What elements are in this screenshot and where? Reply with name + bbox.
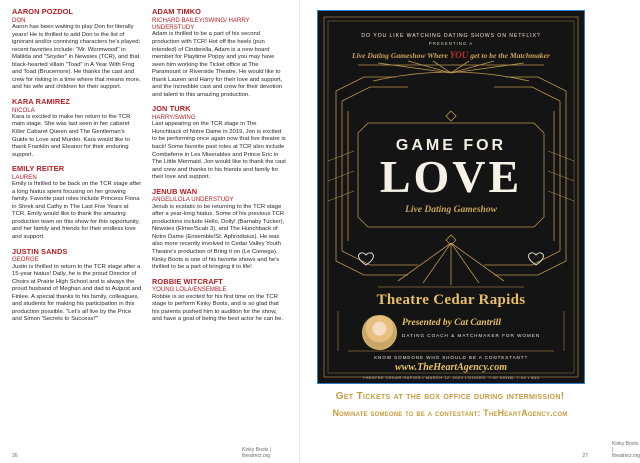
page-number: 26	[12, 453, 18, 459]
running-title: Kinky Boots | theatrecr.org	[612, 441, 640, 459]
poster-title-big: LOVE	[379, 151, 523, 202]
poster-host-title: DATING COACH & MATCHMAKER FOR WOMEN	[402, 333, 541, 338]
bio-entry	[152, 105, 286, 181]
bio-text: Kara is excited to make her return to the TCR main stage. She was last seen in her cabaret Killer Cabaret Queen and The Gentleman's Guide to Love and Murder. Kara would like to thank Franklin and Eleanor for their enduring support.	[12, 113, 131, 158]
poster-presented-by: Presented by Cat Cantrill	[402, 318, 501, 328]
poster-question: DO YOU LIKE WATCHING DATING SHOWS ON NETFLIX?	[361, 33, 541, 39]
bio-text: Robbie is so excited for his first time on the TCR stage to perform Kinky Boots, and is so glad that his parents pushed him to audition for the show, and have a goal of being the best actor he can be.	[152, 293, 284, 323]
bio-role: YOUNG LOLA/ENSEMBLE	[152, 286, 227, 294]
game-for-love-poster	[317, 10, 585, 384]
poster-tagline	[318, 50, 584, 60]
cta-nominate: Nominate someone to be a contestant: TheHeartAgency.com	[332, 408, 568, 418]
bio-name: KARA RAMIREZ	[12, 96, 70, 106]
tagline-start: Live Dating Gameshow Where	[352, 51, 448, 60]
bio-name: JENUB WAN	[152, 186, 198, 196]
poster-know-someone: KNOW SOMEONE WHO SHOULD BE A CONTESTANT?	[374, 355, 528, 360]
host-avatar	[362, 315, 397, 350]
bio-role: NICOLA	[12, 106, 35, 114]
bio-text: Justin is thrilled to return to the TCR stage after a 15-year hiatus! Daily, he is the proud Director of Choirs at Prairie High School and is always the proud husband of Meghan and dad to August and Finlee. A special thanks to his family, colleagues, and students for making his participation in this production possible. "Let's all live by the Price and Simon 'Secrets to Success!'"	[12, 263, 142, 323]
poster-event-details: THEATRE CEDAR RAPIDS • MARCH 12, 2022 • DOORS: 7:00 SHOW: 7:30 • $35	[362, 375, 540, 380]
bio-text: Adam is thrilled to be a part of his second production with TCR! Hot off the heels (pun intended) of Cinderella, Adam is a new board member for Playtime Poppy and you may have seen him working the Ticket office at The Paramount or Riverside Theatre. He would like to thank Lauren and Harry for their love and support, and the incredible cast and crew for their devotion and talent to this amazing production.	[152, 31, 283, 98]
bio-name: JON TURK	[152, 104, 191, 114]
cta-tickets: Get Tickets at the box office during intermission!	[335, 391, 565, 402]
bio-role: ANGEL/LOLA UNDERSTUDY	[152, 196, 234, 204]
tagline-end: get to be the Matchmaker	[470, 51, 550, 60]
bio-text: Last appearing on the TCR stage in The Hunchback of Notre Dame in 2019, Jon is excited to be performing once again now that live theatre is back! Some favorite past roles at TCR also include Combeferre in Les Miserables and Prince Eric in The Little Mermaid. Jon would like to thank the cast and crew and thanks to his friends and family for their love and support.	[152, 121, 286, 181]
bio-entry	[152, 278, 286, 324]
poster-subtitle: Live Dating Gameshow	[405, 205, 497, 215]
running-title: Kinky Boots | theatrecr.org	[242, 447, 272, 459]
bio-name: AARON POZDOL	[12, 7, 74, 16]
bio-name: EMILY REITER	[12, 164, 65, 174]
bio-role: GEORGE	[12, 256, 39, 264]
right-page	[300, 0, 640, 463]
left-page	[0, 0, 300, 463]
bio-text: Emily is thrilled to be back on the TCR stage after a long hiatus spent focusing on her growing family. Favorite past roles include Princess Fiona in Shrek and Cathy in The Last Five Years at TCR. Emily would like to thank the amazing production team on this show for this opportunity, and her family and friends for their endless love and support.	[12, 181, 142, 241]
bio-entry	[12, 248, 142, 324]
poster-website: www.TheHeartAgency.com	[394, 362, 508, 373]
bio-column-1	[12, 8, 142, 330]
poster-presents: PRESENTING A	[428, 41, 474, 46]
bio-entry	[12, 98, 142, 159]
bio-text: Aaron has been waiting to play Don for literally years! He is thrilled to add Don to the list of ignorant and/or conniving characters he's played; recent favorites include: "Mr. Wormwood" in Matilda and "Snyder" in Newsies (TCR), and that black-hearted villain "Toad" in A Year With Frog and Toad (Brucemore). He thanks the cast and crew for risking in a time where that means more, and his wife and children for their support.	[12, 24, 141, 91]
bio-name: ROBBIE WITCRAFT	[152, 276, 223, 286]
poster-venue: Theatre Cedar Rapids	[376, 292, 526, 308]
tagline-you: YOU	[449, 50, 469, 60]
bio-role: RICHARD BAILEY/SWING/ HARRY UNDERSTUDY	[152, 16, 250, 31]
bio-role: HARRY/SWING	[152, 113, 196, 121]
page-number: 27	[582, 453, 588, 459]
poster-title-small: GAME FOR	[395, 137, 507, 154]
bio-role: LAUREN	[12, 173, 37, 181]
bio-entry	[152, 188, 286, 272]
bio-entry	[152, 8, 286, 99]
bio-entry	[12, 165, 142, 241]
bio-name: ADAM TIMKO	[152, 7, 202, 16]
bio-entry	[12, 8, 142, 92]
bio-column-2	[152, 8, 286, 330]
bio-name: JUSTIN SANDS	[12, 246, 68, 256]
bio-text: Jenub is ecstatic to be returning to the TCR stage after a year-long hiatus. Some of his previous TCR productions include Hello, Dolly! (Barnaby Tucker), Newsies (Elmer/Scab 3), and The Hunchback of Notre Dame (Ensemble/St. Aphrodisius). He was also more recently involved in Cedar Valley Youth Theatre's production of Bring it on (Le Cienega). Kinky Boots is one of his favorite shows and he's thrilled to be a part of bringing it to life!	[152, 203, 285, 271]
bio-role: DON	[12, 16, 26, 24]
